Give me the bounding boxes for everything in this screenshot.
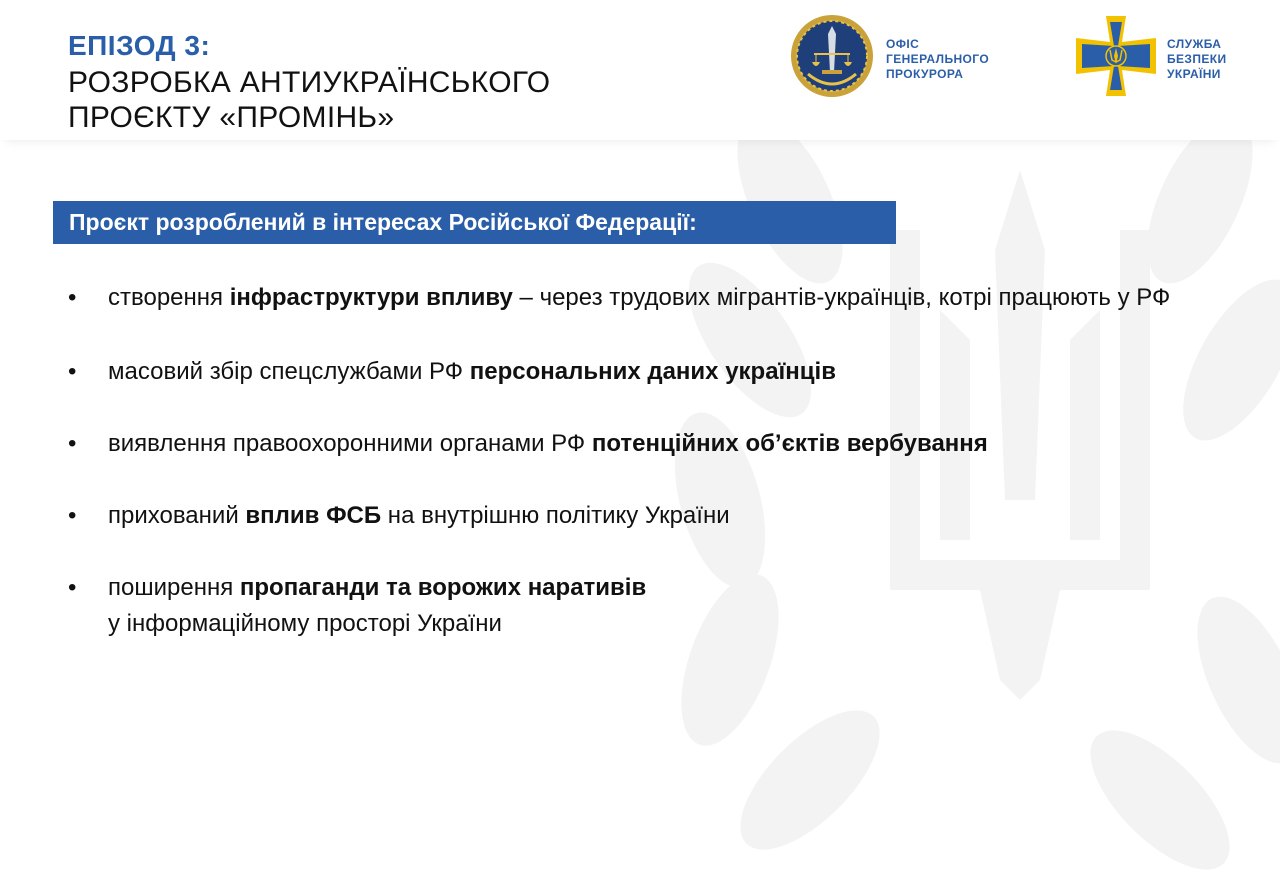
bullet-text: – через трудових мігрантів-українців, котрі працюють у РФ bbox=[512, 284, 1171, 311]
list-item bbox=[68, 570, 1228, 642]
bullet-bold-text: інфраструктури впливу bbox=[229, 284, 513, 311]
pgo-line-2: ГЕНЕРАЛЬНОГО bbox=[886, 52, 990, 66]
banner-text: Проєкт розроблений в інтересах Російської Федерації: bbox=[69, 209, 697, 235]
bullet-text: поширення bbox=[108, 574, 240, 601]
list-item bbox=[68, 280, 1228, 316]
bullet-list bbox=[68, 280, 1228, 642]
section-banner bbox=[53, 201, 896, 244]
page-header bbox=[0, 0, 1280, 140]
sbu-label bbox=[1167, 37, 1227, 82]
list-item bbox=[68, 498, 1228, 534]
list-item bbox=[68, 354, 1228, 390]
bullet-text: масовий збір спецслужбами РФ bbox=[108, 358, 470, 385]
sbu-line-1: СЛУЖБА bbox=[1167, 37, 1222, 51]
sbu-line-3: УКРАЇНИ bbox=[1167, 67, 1221, 81]
episode-label: ЕПІЗОД 3: bbox=[68, 30, 211, 61]
pgo-line-1: ОФІС bbox=[886, 37, 920, 51]
bullet-bold-text: персональних даних українців bbox=[469, 358, 836, 385]
bullet-text: прихований bbox=[108, 502, 246, 529]
page-title-line-2: ПРОЄКТУ «ПРОМІНЬ» bbox=[68, 101, 395, 134]
bullet-text: виявлення правоохоронними органами РФ bbox=[108, 430, 592, 457]
prosecutor-emblem-icon bbox=[790, 14, 874, 98]
page-title-line-1: РОЗРОБКА АНТИУКРАЇНСЬКОГО bbox=[68, 66, 551, 99]
list-item bbox=[68, 426, 1228, 462]
bullet-text: створення bbox=[108, 284, 230, 311]
sbu-emblem-icon bbox=[1076, 16, 1156, 96]
bullet-bold-text: потенційних об’єктів вербування bbox=[591, 430, 988, 457]
bullet-bold-text: вплив ФСБ bbox=[245, 502, 382, 529]
prosecutor-office-label bbox=[886, 37, 989, 82]
bullet-text: на внутрішню політику України bbox=[381, 502, 730, 529]
sbu-line-2: БЕЗПЕКИ bbox=[1167, 52, 1227, 66]
bullet-bold-text: пропаганди та ворожих наративів bbox=[239, 574, 647, 601]
pgo-line-3: ПРОКУРОРА bbox=[886, 67, 964, 81]
bullet-text: у інформаційному просторі України bbox=[108, 610, 502, 637]
